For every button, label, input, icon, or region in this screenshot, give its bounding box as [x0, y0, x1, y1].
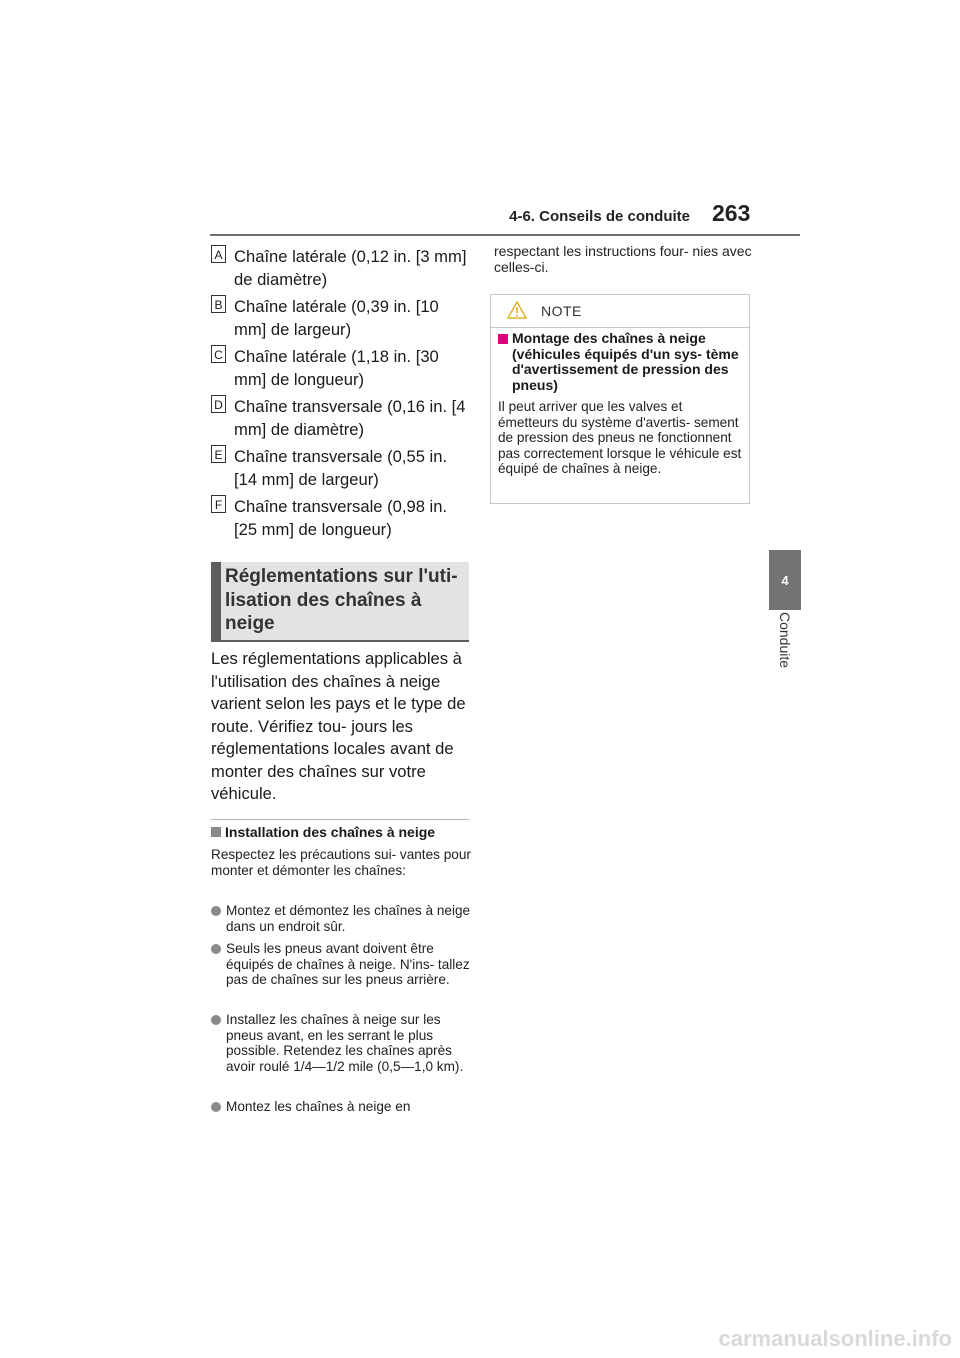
section-heading: Réglementations sur l'uti- lisation des chaînes à neige — [225, 566, 458, 634]
label-badge-e: E — [211, 445, 226, 463]
header-rule — [210, 234, 800, 236]
list-item — [211, 345, 473, 391]
heading-underline — [211, 640, 469, 642]
list-item — [211, 445, 473, 491]
continuation-text: respectant les instructions four- nies avec celles-ci. — [494, 243, 752, 275]
bullet-text: Seuls les pneus avant doivent être équipés de chaînes à neige. N'ins- tallez pas de chaînes sur les pneus arrière. — [226, 941, 470, 987]
list-item-text: Chaîne transversale (0,98 in. [25 mm] de longueur) — [234, 497, 448, 539]
square-marker-icon — [498, 334, 508, 344]
bullet-text: Montez les chaînes à neige en — [226, 1099, 411, 1114]
subsection-intro: Respectez les précautions sui- vantes pour monter et démonter les chaînes: — [211, 847, 471, 878]
chapter-tab — [769, 550, 801, 610]
label-badge-d: D — [211, 395, 226, 413]
note-body: Il peut arriver que les valves et émetteurs du système d'avertis- sement de pression des pneus ne fonctionnent pas correctement lorsque le véhicule est équipé de chaînes à neige. — [498, 399, 742, 476]
label-badge-f: F — [211, 495, 226, 513]
bullet-item — [211, 903, 473, 934]
note-subheading: Montage des chaînes à neige (véhicules équipés d'un sys- tème d'avertissement de pression des pneus) — [498, 331, 744, 393]
watermark-logo — [0, 1320, 960, 1358]
list-item — [211, 295, 473, 341]
subsection-heading: Installation des chaînes à neige — [211, 824, 473, 840]
bullet-dot-icon — [211, 906, 221, 916]
list-item-text: Chaîne transversale (0,55 in. [14 mm] de largeur) — [234, 447, 448, 489]
list-item — [211, 495, 473, 541]
label-badge-b: B — [211, 295, 226, 313]
bullet-dot-icon — [211, 1102, 221, 1112]
chapter-label: Conduite — [777, 612, 793, 669]
chapter-number: 4 — [781, 572, 789, 588]
note-title: NOTE — [541, 303, 582, 319]
bullet-dot-icon — [211, 1015, 221, 1025]
body-paragraph: Les réglementations applicables à l'utilisation des chaînes à neige varient selon les pays et le type de route. Vérifiez tou- jours les réglementations locales avant de monter des chaînes sur votre véhicule. — [211, 649, 466, 803]
list-item-text: Chaîne latérale (1,18 in. [30 mm] de longueur) — [234, 347, 439, 389]
section-title: 4-6. Conseils de conduite — [509, 208, 690, 225]
list-item — [211, 395, 473, 441]
note-box — [490, 294, 750, 504]
bullet-text: Installez les chaînes à neige sur les pneus avant, en les serrant le plus possible. Retendez les chaînes après avoir roulé 1/4—1/2 mile (0,5—1,0 km). — [226, 1012, 464, 1074]
svg-text:carmanualsonline.info: carmanualsonline.info — [718, 1326, 952, 1351]
note-header — [491, 295, 749, 328]
bullet-text: Montez et démontez les chaînes à neige dans un endroit sûr. — [226, 903, 471, 934]
bullet-item — [211, 941, 473, 988]
bullet-item — [211, 1099, 473, 1115]
label-badge-a: A — [211, 245, 226, 263]
heading-accent-bar — [211, 562, 221, 640]
warning-triangle-icon — [507, 301, 527, 319]
list-item-text: Chaîne transversale (0,16 in. [4 mm] de diamètre) — [234, 397, 466, 439]
section-heading-box — [211, 562, 469, 640]
bullet-item — [211, 1012, 473, 1074]
list-item-text: Chaîne latérale (0,12 in. [3 mm] de diamètre) — [234, 247, 467, 289]
list-item — [211, 245, 473, 291]
page-number: 263 — [712, 200, 751, 226]
label-badge-c: C — [211, 345, 226, 363]
chapter-label-container — [760, 612, 810, 692]
subsection-rule — [211, 819, 469, 820]
square-marker-icon — [211, 827, 221, 837]
bullet-dot-icon — [211, 944, 221, 954]
list-item-text: Chaîne latérale (0,39 in. [10 mm] de largeur) — [234, 297, 439, 339]
